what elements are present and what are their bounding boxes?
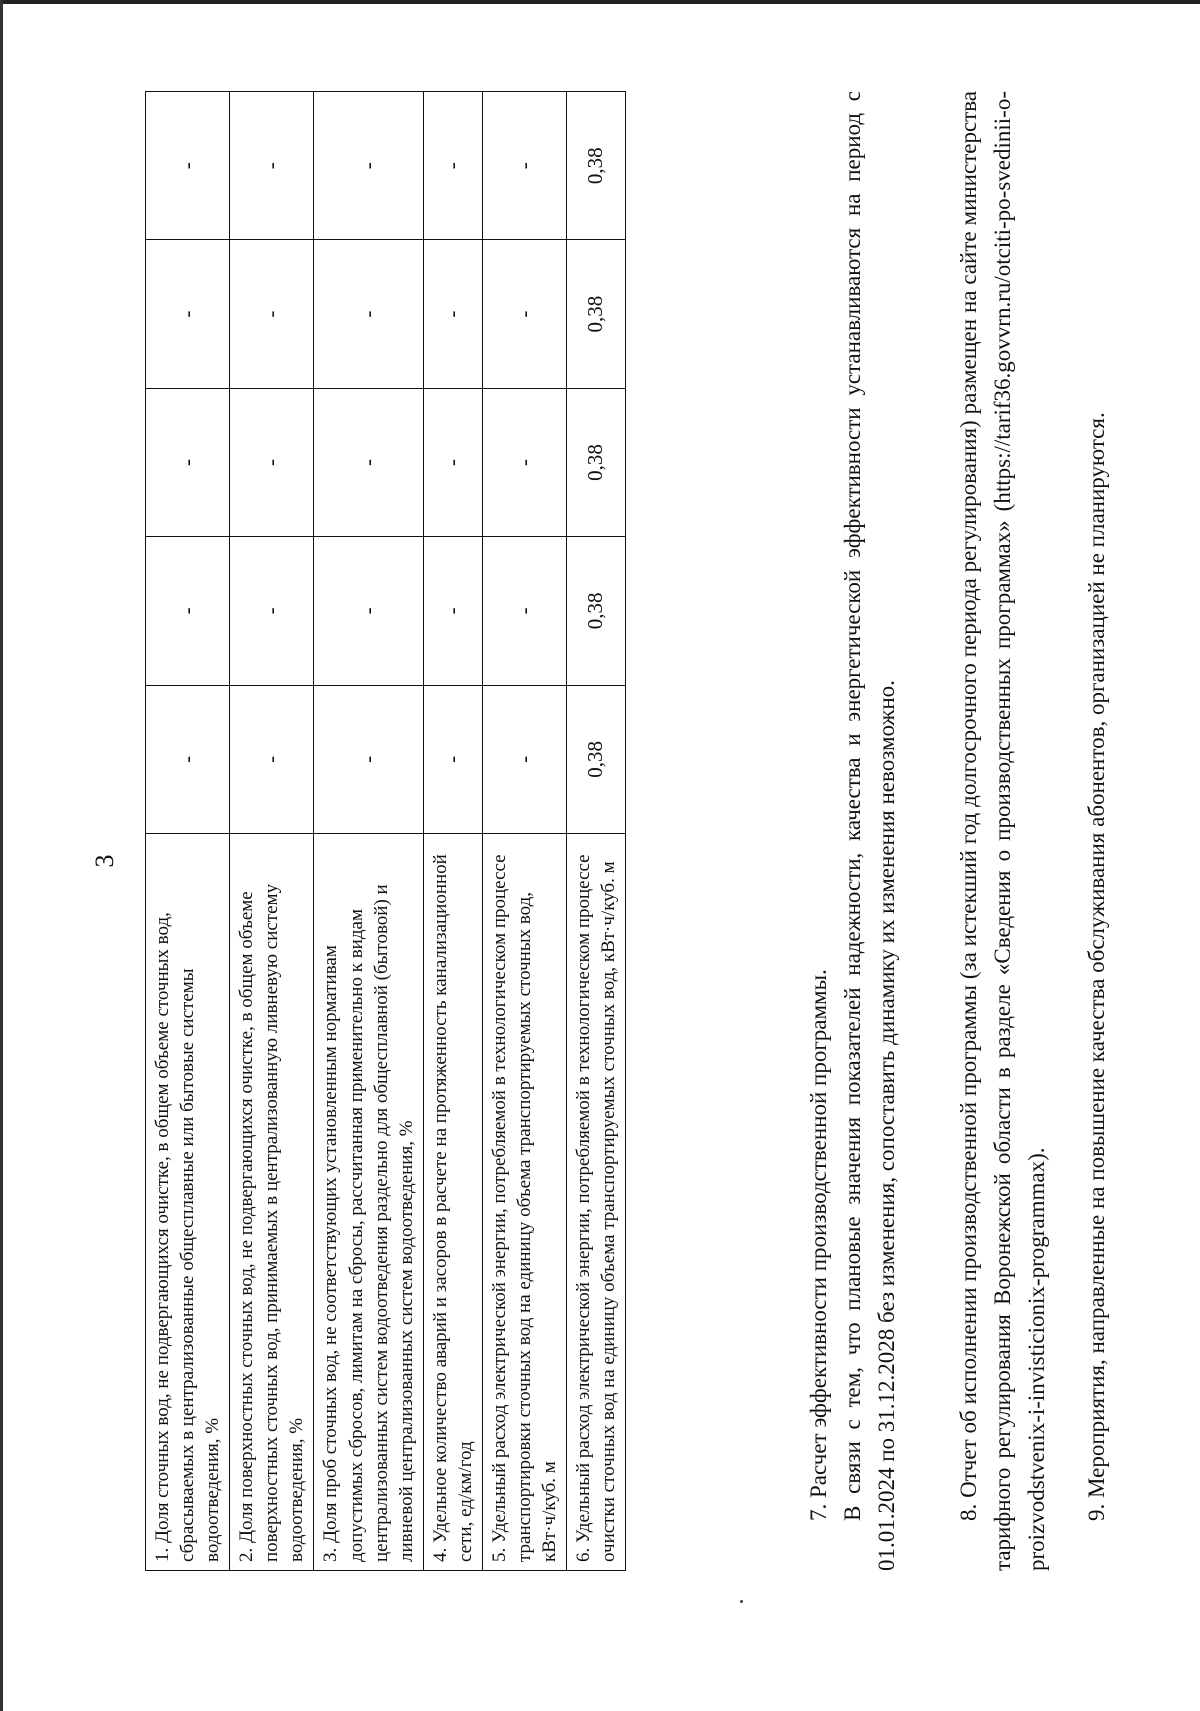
indicator-value: -: [423, 388, 482, 536]
indicator-value: -: [230, 537, 314, 685]
indicator-value: -: [482, 537, 566, 685]
indicator-value: -: [314, 388, 423, 536]
section-7-title: 7. Расчет эффективности производственной программы.: [806, 969, 831, 1521]
indicator-value: -: [423, 537, 482, 685]
table-row: [230, 92, 314, 1571]
indicator-value: -: [146, 685, 230, 833]
indicator-value: -: [314, 685, 423, 833]
indicator-value: -: [482, 388, 566, 536]
indicator-value: -: [146, 537, 230, 685]
indicator-value: -: [314, 240, 423, 388]
indicator-value: -: [482, 92, 566, 240]
section-9-paragraph: 9. Мероприятия, направленные на повышение качества обслуживания абонентов, организацией не планируются.: [1084, 412, 1109, 1521]
indicator-name: 1. Доля сточных вод, не подвергающихся очистке, в общем объеме сточных вод, сбрасываемых в централизованные общесплавные или бытовые системы водоотведения, %: [146, 834, 230, 1571]
indicator-name: 6. Удельный расход электрической энергии, потребляемой в технологическом процессе очистки сточных вод на единицу объема транспортируемых сточных вод, кВт·ч/куб. м: [567, 834, 626, 1571]
indicator-value: -: [146, 388, 230, 536]
section-8-paragraph: 8. Отчет об исполнении производственной программы (за истекший год долгосрочного периода регулирования) размещен на сайте министерства тарифного регулирования Воронежской области в разделе «Сведения о производственных программах» (https://tarif36.govvrn.ru/otciti-po-svedinii-o-proizvodstvenix-i-invisticionix-programmax).: [956, 91, 1049, 1571]
indicator-value: -: [230, 685, 314, 833]
indicator-value: -: [314, 92, 423, 240]
indicator-value: -: [423, 240, 482, 388]
indicator-value: -: [230, 92, 314, 240]
indicator-name: 5. Удельный расход электрической энергии, потребляемой в технологическом процессе транспортировки сточных вод на единицу объема транспортируемых сточных вод, кВт·ч/куб. м: [482, 834, 566, 1571]
indicator-value: 0,38: [567, 240, 626, 388]
indicator-name: 2. Доля поверхностных сточных вод, не подвергающихся очистке, в общем объеме поверхностных сточных вод, принимаемых в централизованную ливневую систему водоотведения, %: [230, 834, 314, 1571]
indicator-value: 0,38: [567, 685, 626, 833]
indicator-value: -: [230, 388, 314, 536]
indicator-value: -: [230, 240, 314, 388]
indicator-name: 4. Удельное количество аварий и засоров в расчете на протяженность канализационной сети, ед/км/год: [423, 834, 482, 1571]
indicator-value: -: [482, 685, 566, 833]
section-7-paragraph: В связи с тем, что плановые значения показателей надежности, качества и энергетической эффективности устанавливаются на период с 01.01.2024 по 31.12.2028 без изменения, сопоставить динамику их изменения невозможно.: [840, 91, 899, 1571]
indicator-value: 0,38: [567, 537, 626, 685]
indicator-value: -: [146, 240, 230, 388]
table-row: [567, 92, 626, 1571]
indicator-value: 0,38: [567, 92, 626, 240]
indicator-value: -: [423, 92, 482, 240]
indicator-value: -: [423, 685, 482, 833]
page-number: 3: [90, 854, 119, 868]
table-row: [314, 92, 423, 1571]
indicator-value: -: [482, 240, 566, 388]
indicators-table: [145, 91, 626, 1571]
indicator-value: -: [314, 537, 423, 685]
table-row: [423, 92, 482, 1571]
indicator-value: 0,38: [567, 388, 626, 536]
table-row: [482, 92, 566, 1571]
indicator-value: -: [146, 92, 230, 240]
indicator-name: 3. Доля проб сточных вод, не соответствующих установленным нормативам допустимых сбросов, лимитам на сбросы, рассчитанная применительно к видам централизованных систем водоотведения раздельно для общесплавной (бытовой) и ливневой централизованных систем водоотведения, %: [314, 834, 423, 1571]
table-row: [146, 92, 230, 1571]
